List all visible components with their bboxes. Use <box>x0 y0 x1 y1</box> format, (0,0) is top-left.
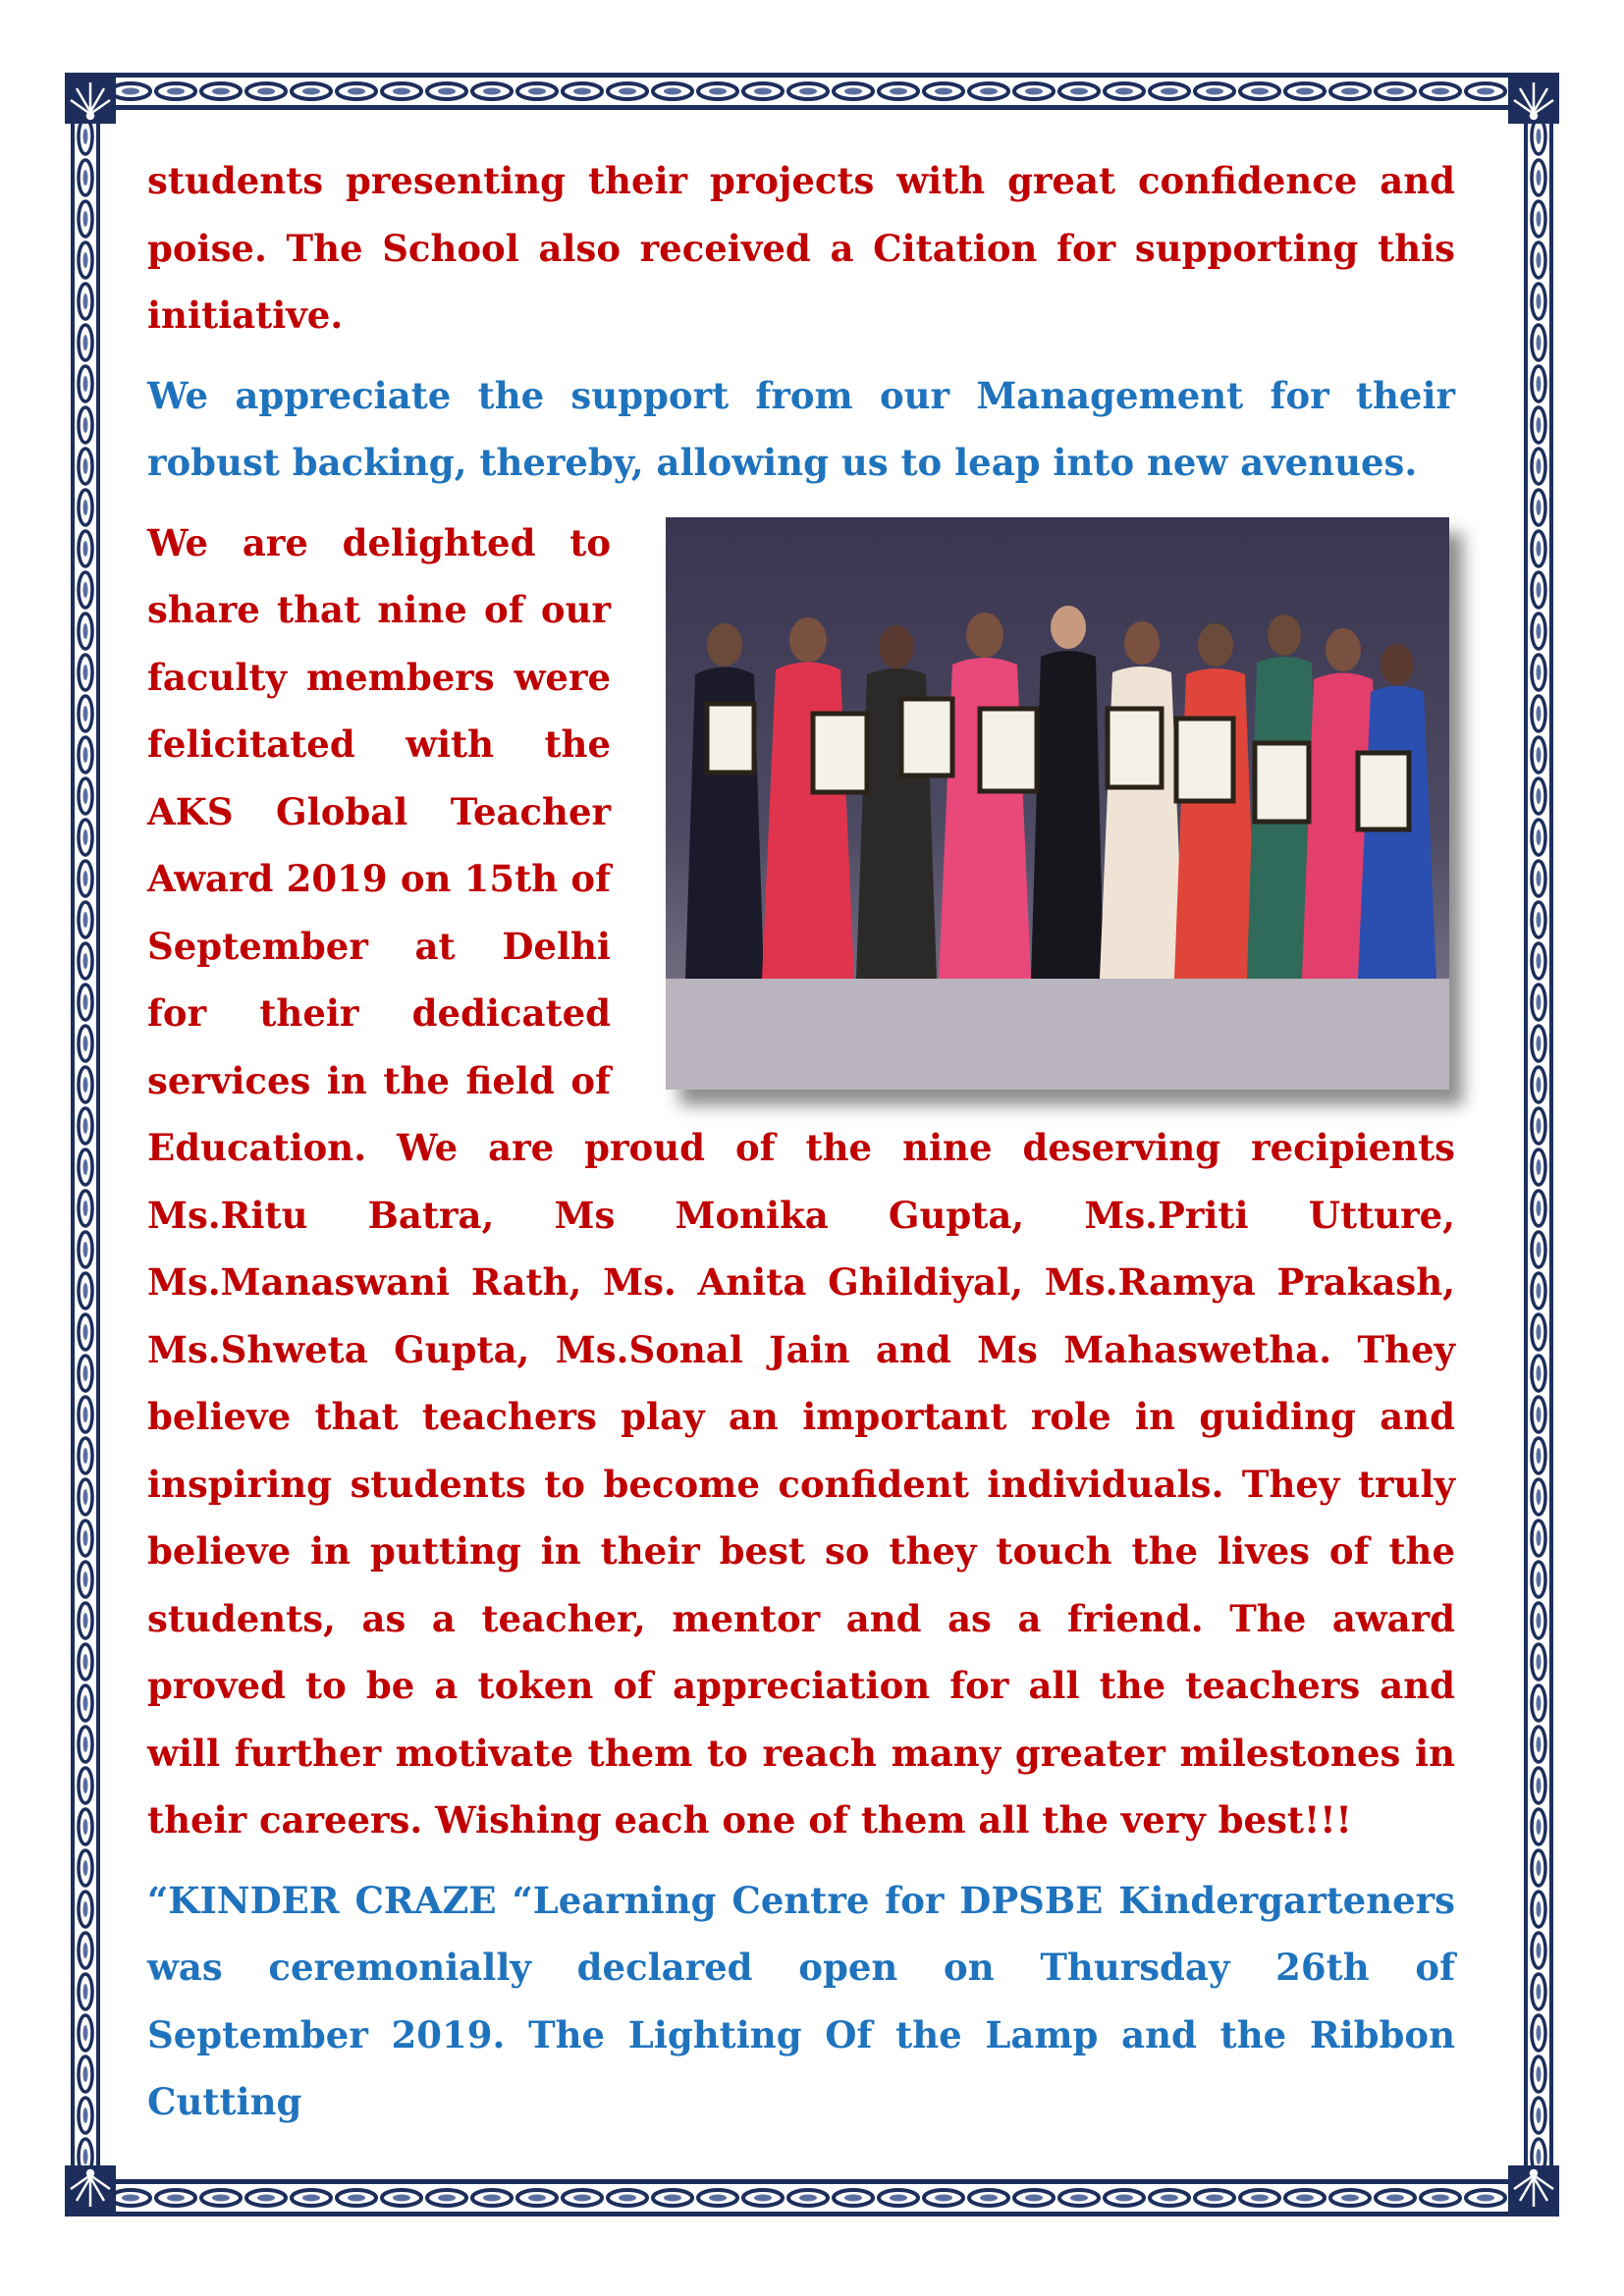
border-right <box>1524 116 1553 2173</box>
paragraph-kinder-craze: “KINDER CRAZE “Learning Centre for DPSBE Kindergarteners was ceremonially declared open on Thursday 26th of September 2019. The Lighting Of the Lamp and the Ribbon Cutting <box>147 1878 1455 2123</box>
paragraph-management: We appreciate the support from our Management for their robust backing, thereby, allowing us to leap into new avenues. <box>147 373 1455 484</box>
award-group-photo-icon <box>666 517 1449 1090</box>
border-corner-ornament <box>1508 2165 1559 2216</box>
paragraph-projects: students presenting their projects with great confidence and poise. The School also received a Citation for supporting this initiative. <box>147 159 1455 337</box>
border-top <box>108 73 1516 110</box>
border-left <box>71 116 100 2173</box>
border-corner-ornament <box>1508 73 1559 124</box>
award-photo <box>666 517 1449 1090</box>
paragraph-award-block <box>147 509 1455 1854</box>
paragraph-award: We are delighted to share that nine of our faculty members were felicitated with the AKS Global Teacher Award 2019 on 15th of September at Delhi for their dedicated services in the field of Education. We are proud of the nine deserving recipients Ms.Ritu Batra, Ms Monika Gupta, Ms.Priti Utture, Ms.Manaswani Rath, Ms. Anita Ghildiyal, Ms.Ramya Prakash, Ms.Shweta Gupta, Ms.Sonal Jain and Ms Mahaswetha. They believe that teachers play an important role in guiding and inspiring students to become confident individuals. They truly believe in putting in their best so they touch the lives of the students, as a teacher, mentor and as a friend. The award proved to be a token of appreciation for all the teachers and will further motivate them to reach many greater milestones in their careers. Wishing each one of them all the very best!!! <box>147 520 1455 1842</box>
newsletter-body <box>147 147 1455 2136</box>
border-corner-ornament <box>65 2165 116 2216</box>
border-bottom <box>108 2179 1516 2216</box>
border-corner-ornament <box>65 73 116 124</box>
